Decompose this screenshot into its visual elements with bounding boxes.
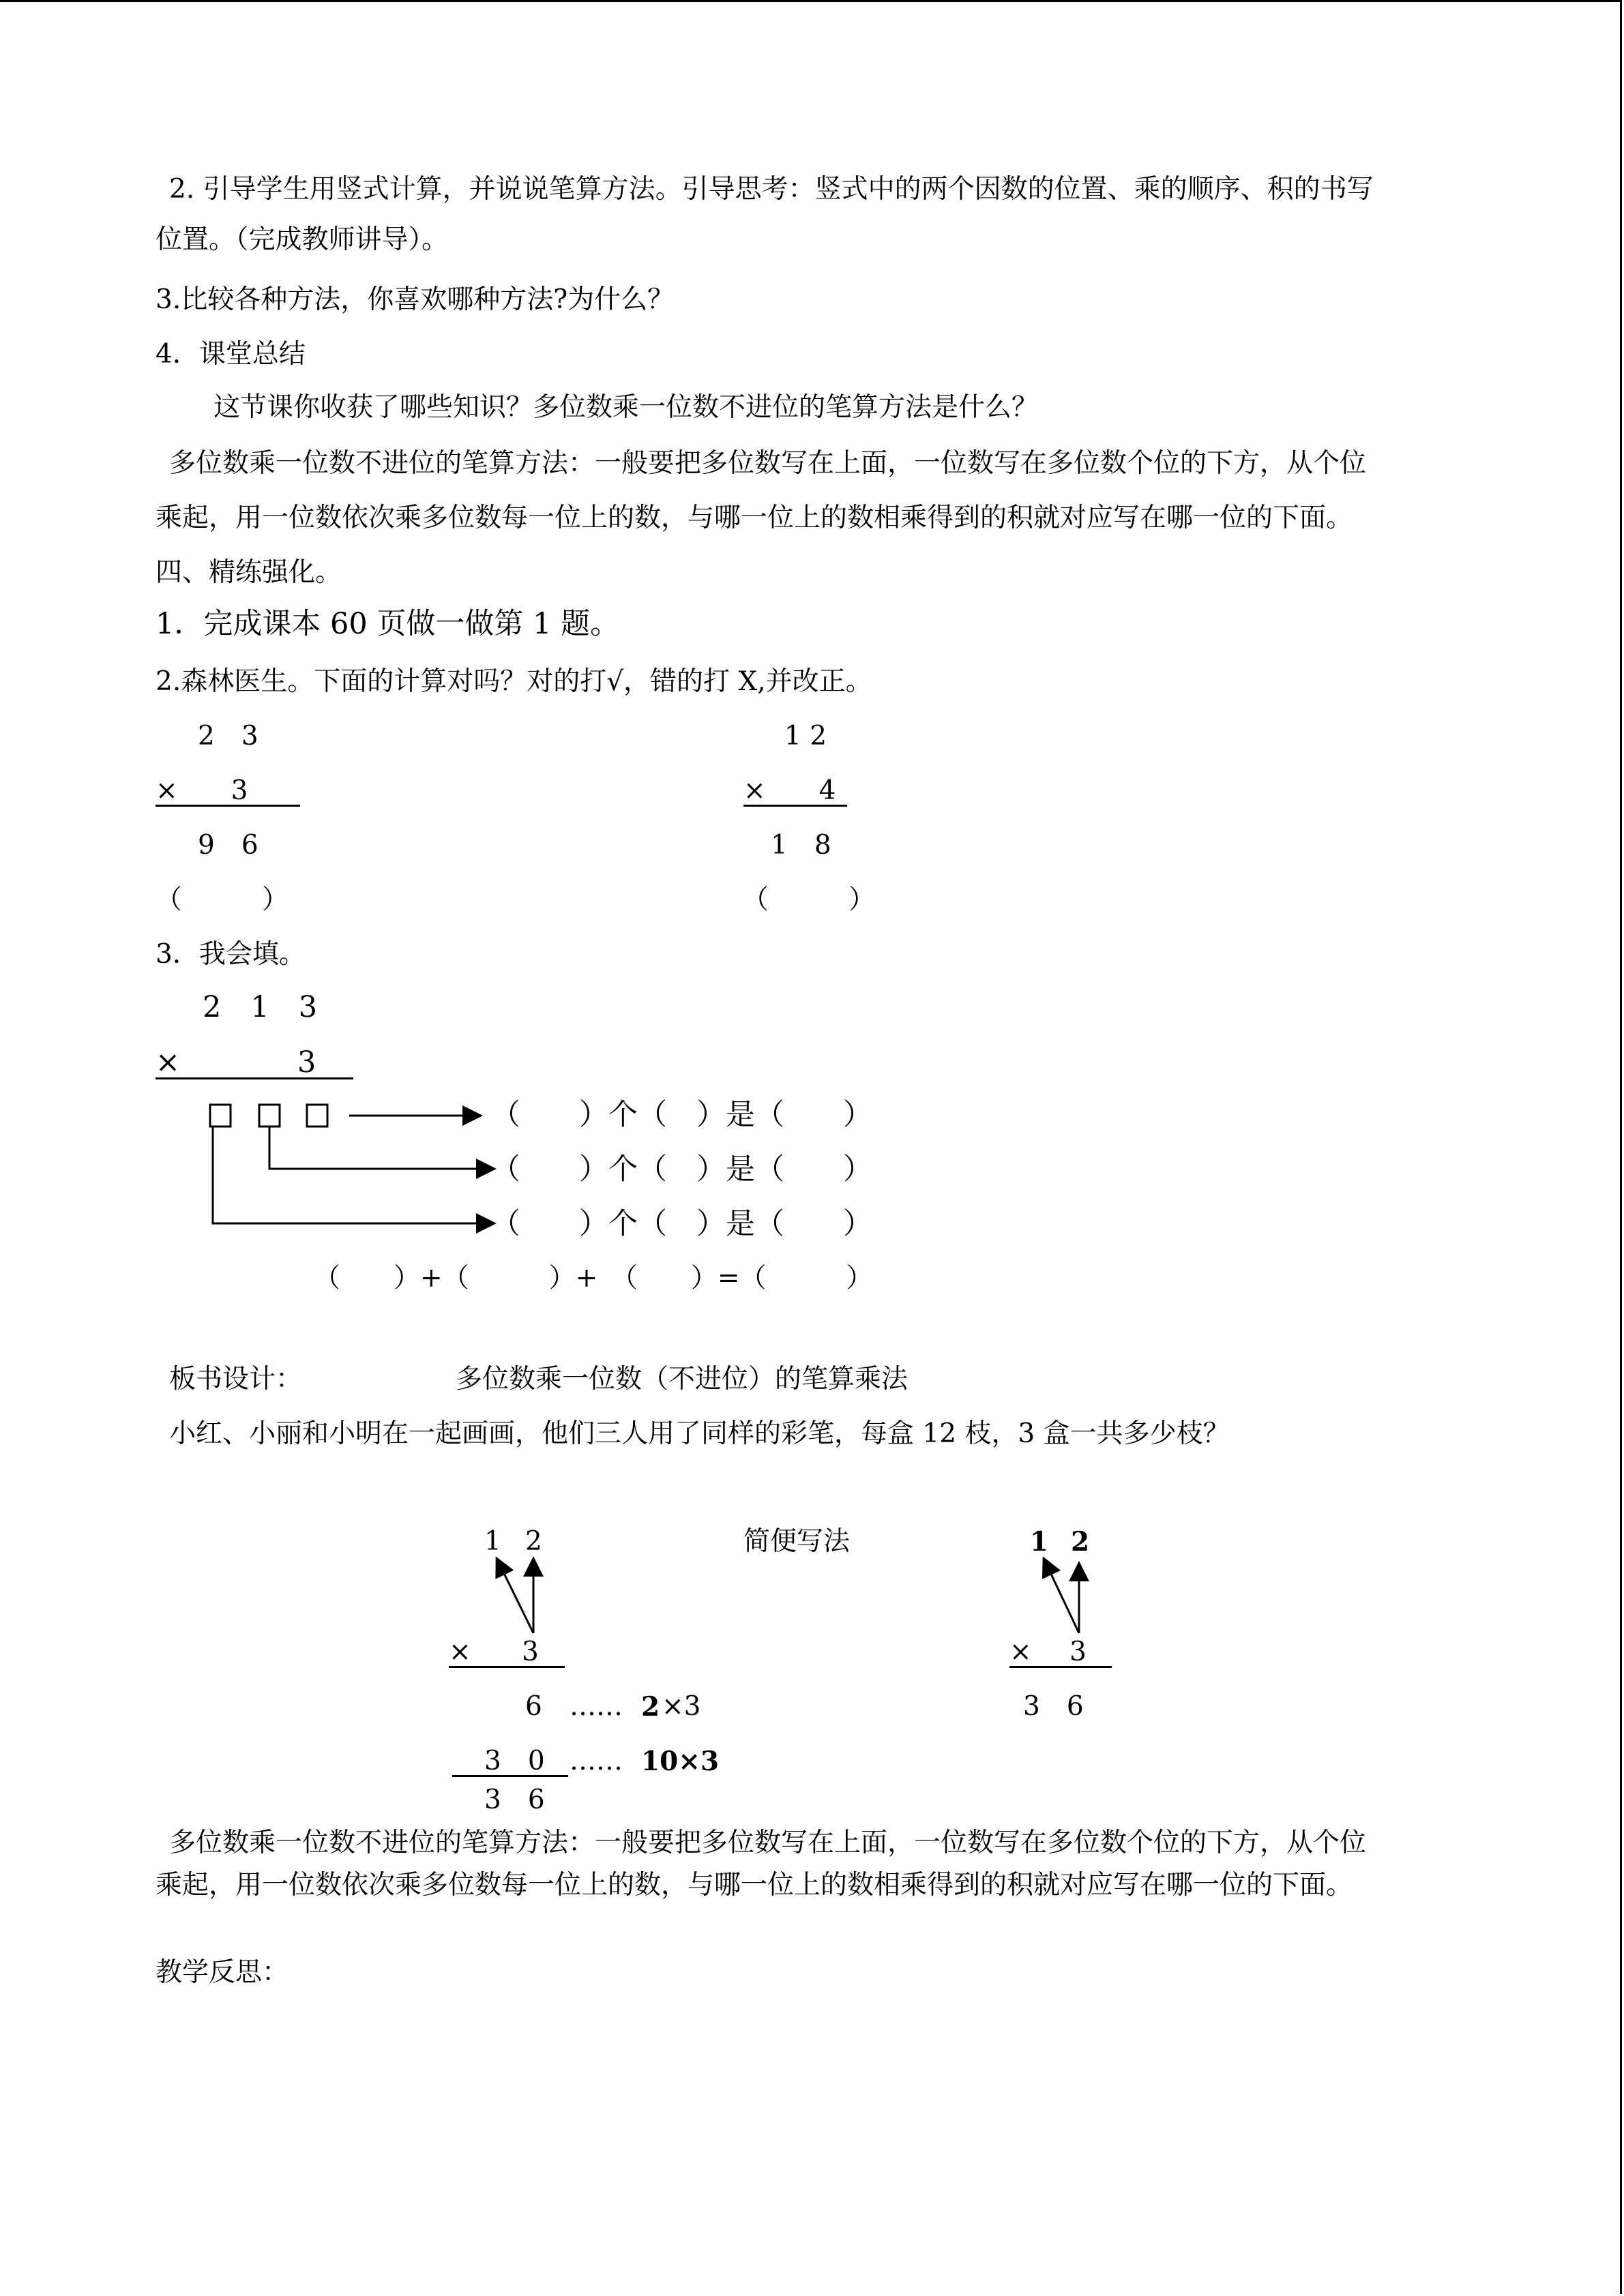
long-calc-partial2: 3 0 xyxy=(484,1746,545,1776)
calcB-top: 1 2 xyxy=(784,721,827,751)
short-arrow-to-tens xyxy=(1044,1558,1079,1633)
step2-line2: 位置。（完成教师讲导）。 xyxy=(156,224,449,255)
long-calc-note2: 10×3 xyxy=(641,1746,720,1777)
fill-op: × 3 xyxy=(156,1045,316,1079)
method-repeat-line2: 乘起，用一位数依次乘多位数每一位上的数，与哪一位上的数相乘得到的积就对应写在哪一位的下面。 xyxy=(156,1870,1353,1900)
short-calc-result: 3 6 xyxy=(1023,1691,1084,1722)
long-calc-note1-digit: 2 xyxy=(641,1691,660,1723)
long-calc-multiplier: 3 xyxy=(522,1637,539,1667)
long-calc-digit1: 1 xyxy=(484,1526,501,1557)
calcA-result: 9 6 xyxy=(198,830,259,861)
calcB-result: 1 8 xyxy=(771,830,831,861)
long-calc-op: × xyxy=(449,1637,471,1667)
word-problem: 小红、小丽和小明在一起画画，他们三人用了同样的彩笔，每盒 12 枝，3 盒一共多少枝？ xyxy=(169,1418,1230,1449)
short-calc-op: × xyxy=(1009,1637,1032,1667)
fill-sum: （ ）+（ ）+ （ ）=（ ） xyxy=(314,1263,873,1294)
long-calc-note1-op: ×3 xyxy=(662,1691,701,1722)
long-arrow-to-tens xyxy=(497,1558,533,1633)
calcA-answer-paren: （ ） xyxy=(156,884,289,915)
short-calc-digit1: 1 xyxy=(1030,1526,1049,1557)
reflection-heading: 教学反思： xyxy=(156,1957,289,1988)
long-calc-total: 3 6 xyxy=(484,1785,545,1815)
method-line1: 多位数乘一位数不进位的笔算方法：一般要把多位数写在上面，一位数写在多位数个位的下方，从个位 xyxy=(169,448,1367,479)
long-calc-digit2: 2 xyxy=(525,1526,542,1557)
fill-top: 2 1 3 xyxy=(203,990,318,1024)
step3-line: 3.比较各种方法，你喜欢哪种方法?为什么？ xyxy=(156,284,675,315)
fill-row3: （ ）个（ ）是（ ） xyxy=(491,1207,872,1241)
fill-row1: （ ）个（ ）是（ ） xyxy=(491,1098,872,1132)
step2-line1: 2. 引导学生用竖式计算，并说说笔算方法。引导思考：竖式中的两个因数的位置、乘的顺序、积的书写 xyxy=(169,174,1374,205)
section4-heading: 四、精练强化。 xyxy=(156,557,342,588)
method-line2: 乘起，用一位数依次乘多位数每一位上的数，与哪一位上的数相乘得到的积就对应写在哪一位的下面。 xyxy=(156,503,1353,533)
calcA-op: × 3 xyxy=(156,775,248,806)
step4-heading: 4．课堂总结 xyxy=(156,339,306,370)
exercise2: 2.森林医生。下面的计算对吗？对的打√，错的打 X,并改正。 xyxy=(156,666,872,697)
long-calc-dots1: …… xyxy=(570,1691,623,1722)
long-calc-dots2: …… xyxy=(570,1746,623,1776)
board-title: 多位数乘一位数（不进位）的笔算乘法 xyxy=(456,1364,909,1395)
simple-method-label: 简便写法 xyxy=(743,1526,851,1557)
summary-question: 这节课你收获了哪些知识？多位数乘一位数不进位的笔算方法是什么？ xyxy=(213,392,1039,423)
calcB-op: × 4 xyxy=(743,775,836,806)
exercise3: 3．我会填。 xyxy=(156,939,306,970)
board-label: 板书设计： xyxy=(169,1364,303,1395)
long-calc-partial1: 6 xyxy=(525,1691,542,1722)
calcB-answer-paren: （ ） xyxy=(742,884,876,915)
fill-row2: （ ）个（ ）是（ ） xyxy=(491,1152,872,1187)
short-calc-digit2: 2 xyxy=(1071,1526,1090,1557)
short-calc-multiplier: 3 xyxy=(1069,1637,1087,1667)
exercise1: 1．完成课本 60 页做一做第 1 题。 xyxy=(156,607,620,641)
method-repeat-line1: 多位数乘一位数不进位的笔算方法：一般要把多位数写在上面，一位数写在多位数个位的下方，从个位 xyxy=(169,1828,1367,1858)
calcA-top: 2 3 xyxy=(198,721,259,751)
